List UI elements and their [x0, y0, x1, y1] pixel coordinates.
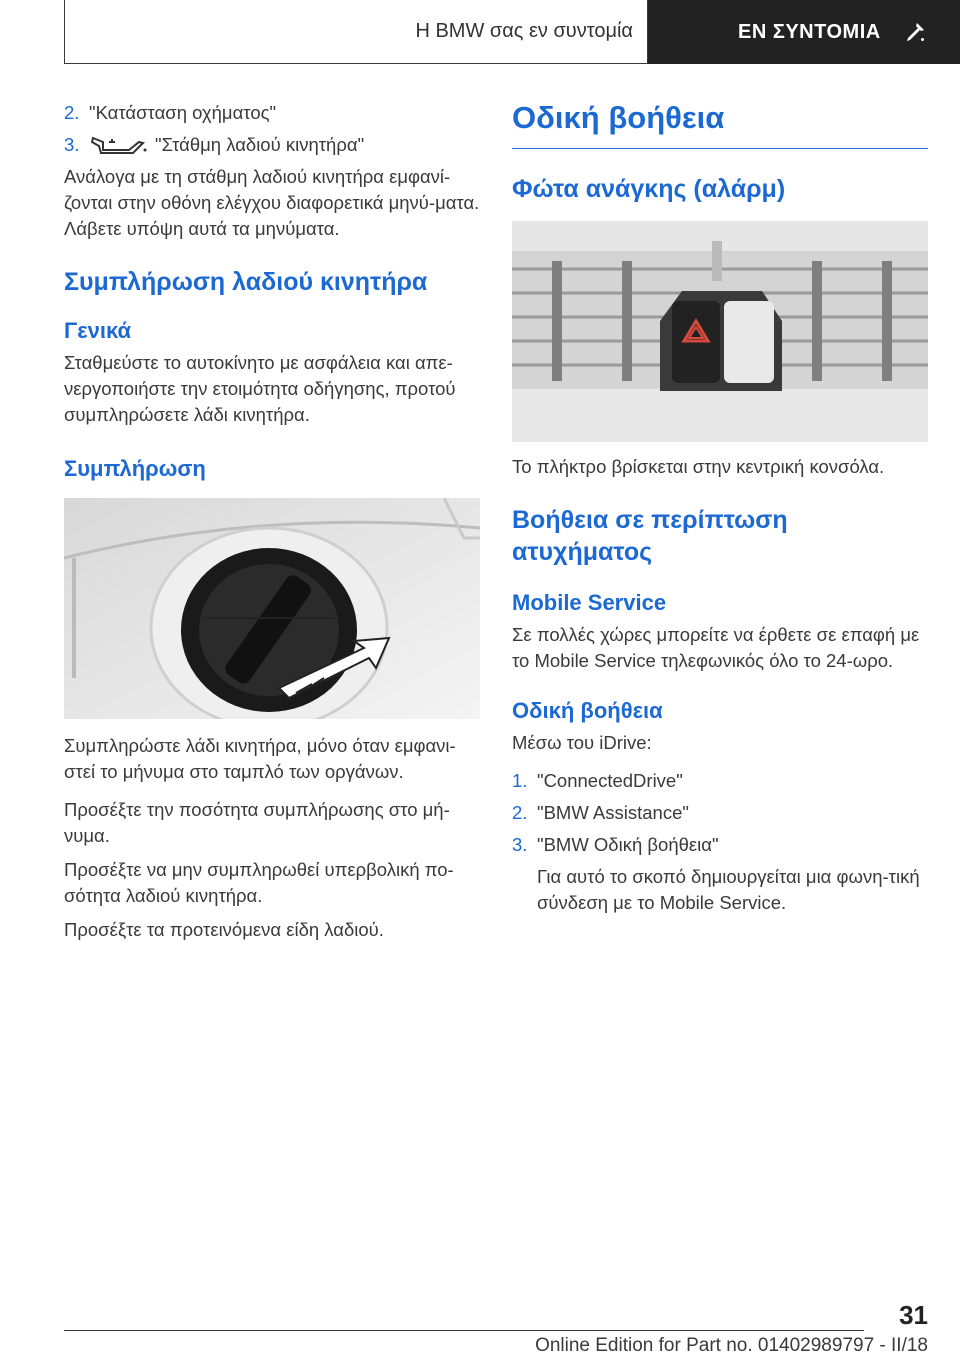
- list-text: "Στάθμη λαδιού κινητήρα": [155, 134, 365, 155]
- subheading-general: Γενικά: [64, 318, 132, 343]
- left-column: [64, 100, 480, 951]
- right-column: [512, 100, 928, 924]
- paragraph: Προσέξτε να μην συμπληρωθεί υπερβολική πο-σότητα λαδιού κινητήρα.: [64, 859, 454, 906]
- list-number: 2.: [512, 802, 528, 823]
- list-item: [512, 800, 928, 826]
- hazard-button-image: [512, 221, 928, 442]
- header-section-label: Η BMW σας εν συντομία: [415, 20, 633, 42]
- header-active-label: ΕΝ ΣΥΝΤΟΜΙΑ: [738, 20, 881, 43]
- paragraph: Σε πολλές χώρες μπορείτε να έρθετε σε επαφή με το Mobile Service τηλεφωνικός όλο το 24-ωρο.: [512, 624, 920, 671]
- paragraph: Το πλήκτρο βρίσκεται στην κεντρική κονσόλα.: [512, 456, 885, 477]
- paragraph: Συμπληρώστε λάδι κινητήρα, μόνο όταν εμφανι-στεί το μήνυμα στο ταμπλό των οργάνων.: [64, 735, 456, 782]
- subheading-mobile-service: Mobile Service: [512, 590, 667, 615]
- paragraph: Ανάλογα με τη στάθμη λαδιού κινητήρα εμφανί-ζονται στην οθόνη ελέγχου διαφορετικά μηνύ-ματα. Λάβετε υπόψη αυτά τα μηνύματα.: [64, 166, 480, 239]
- oil-can-icon: [89, 134, 147, 156]
- oil-filler-cap-image: [64, 498, 480, 719]
- list-number: 2.: [64, 102, 80, 123]
- footer-divider: [64, 1330, 864, 1331]
- footer-edition: Online Edition for Part no. 01402989797 - II/18: [535, 1335, 928, 1356]
- list-item: [512, 768, 928, 794]
- paragraph: Προσέξτε την ποσότητα συμπλήρωσης στο μή-νυμα.: [64, 799, 450, 846]
- paragraph: Για αυτό το σκοπό δημιουργείται μια φωνη-τική σύνδεση με το Mobile Service.: [537, 866, 920, 913]
- list-text: "BMW Οδική βοήθεια": [537, 834, 719, 855]
- section-heading-refill: Συμπλήρωση λαδιού κινητήρα: [64, 268, 428, 296]
- wrench-icon: [903, 20, 927, 44]
- steps-list: [512, 768, 928, 858]
- subheading-roadside: Οδική βοήθεια: [512, 698, 663, 723]
- page-number: 31: [899, 1300, 928, 1330]
- list-text: "ConnectedDrive": [537, 770, 683, 791]
- list-text: "Κατάσταση οχήματος": [89, 102, 277, 123]
- list-number: 3.: [512, 834, 528, 855]
- header-section-tab[interactable]: [64, 0, 648, 64]
- subheading-refilling: Συμπλήρωση: [64, 456, 206, 481]
- paragraph: Σταθμεύστε το αυτοκίνητο με ασφάλεια και απε-νεργοποιήστε την ετοιμότητα οδήγησης, προτού συμπληρώσετε λάδι κινητήρα.: [64, 352, 456, 425]
- list-item: [64, 132, 480, 158]
- list-number: 3.: [64, 134, 80, 155]
- list-number: 1.: [512, 770, 528, 791]
- list-text: "BMW Assistance": [537, 802, 689, 823]
- section-heading-hazard: Φώτα ανάγκης (αλάρμ): [512, 175, 786, 203]
- section-heading-accident: Βοήθεια σε περίπτωση ατυχήματος: [512, 506, 788, 566]
- paragraph: Μέσω του iDrive:: [512, 732, 652, 753]
- paragraph: Προσέξτε τα προτεινόμενα είδη λαδιού.: [64, 919, 384, 940]
- chapter-title-roadside: Οδική βοήθεια: [512, 100, 928, 149]
- list-item: [512, 832, 928, 858]
- list-item: [64, 100, 480, 126]
- header-active-tab[interactable]: [648, 0, 960, 64]
